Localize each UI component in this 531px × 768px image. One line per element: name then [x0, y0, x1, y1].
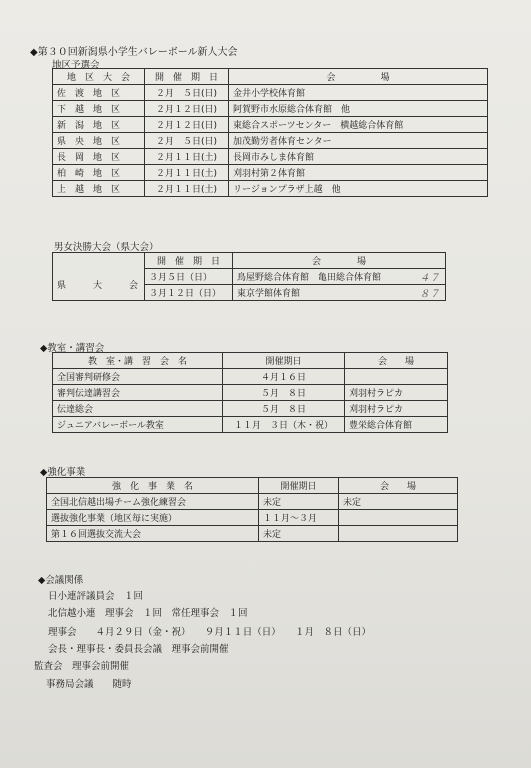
table-row	[53, 401, 448, 417]
table-cell: ２月１２日(日)	[145, 117, 229, 133]
table-cell: 県 央 地 区	[53, 133, 145, 149]
handwritten-note: ４７	[416, 269, 446, 285]
header-cell: 教 室・講 習 会 名	[53, 353, 223, 369]
table-cell: 長岡市みしま体育館	[229, 149, 488, 165]
header-cell: 会 場	[233, 253, 446, 269]
training-table	[46, 477, 458, 542]
table-cell: ２月 ５日(日)	[145, 133, 229, 149]
table-row	[53, 181, 488, 197]
table-cell: １１月～３月	[259, 510, 339, 526]
table-row	[53, 117, 488, 133]
table-cell: 未定	[259, 494, 339, 510]
meeting-line: 監査会 理事会前開催	[34, 661, 130, 672]
table-row	[53, 269, 446, 285]
table-row	[53, 385, 448, 401]
table-cell: 刈羽村第２体育館	[229, 165, 488, 181]
header-cell: 開 催 期 日	[145, 253, 233, 269]
table-row	[53, 417, 448, 433]
table-cell: ５月 ８日	[223, 385, 345, 401]
table-cell: ３月１２日（日）	[145, 285, 233, 301]
table-cell	[345, 369, 448, 385]
meeting-line: 日小連評議員会 １回	[48, 591, 144, 602]
header-cell: 強 化 事 業 名	[47, 478, 259, 494]
table-cell: 上 越 地 区	[53, 181, 145, 197]
table-header-row	[47, 478, 458, 494]
meetings-label: ◆会議関係	[38, 575, 84, 586]
classes-label: ◆教室・講習会	[40, 343, 105, 354]
table-row	[47, 494, 458, 510]
table-row	[53, 101, 488, 117]
table-cell: ２月１１日(土)	[145, 149, 229, 165]
table-header-row	[53, 69, 488, 85]
table-row	[53, 369, 448, 385]
table-cell: 全国審判研修会	[53, 369, 223, 385]
table-cell	[53, 253, 145, 269]
table-header-row	[53, 253, 446, 269]
final-table	[52, 252, 446, 301]
meeting-line: 会長・理事長・委員長会議 理事会前開催	[48, 644, 229, 655]
classes-table	[52, 352, 448, 433]
table-cell	[339, 526, 458, 542]
table-cell: 未定	[259, 526, 339, 542]
table-cell: 阿賀野市水原総合体育館 他	[229, 101, 488, 117]
table-cell: 新 潟 地 区	[53, 117, 145, 133]
table-cell: 豊栄総合体育館	[345, 417, 448, 433]
table-row	[53, 85, 488, 101]
training-label: ◆強化事業	[40, 467, 86, 478]
table-cell: 金井小学校体育館	[229, 85, 488, 101]
table-cell: ４月１６日	[223, 369, 345, 385]
table-header-row	[53, 353, 448, 369]
table-cell: 県 大 会	[53, 269, 145, 301]
table-cell: ３月５日（日）	[145, 269, 233, 285]
meeting-line: 事務局会議 随時	[46, 679, 132, 690]
table-cell: 第１６回選抜交流大会	[47, 526, 259, 542]
table-cell: 柏 崎 地 区	[53, 165, 145, 181]
header-cell: 開 催 期 日	[145, 69, 229, 85]
final-label: 男女決勝大会（県大会）	[54, 242, 159, 253]
table-row	[53, 165, 488, 181]
table-cell: 佐 渡 地 区	[53, 85, 145, 101]
table-cell: 下 越 地 区	[53, 101, 145, 117]
table-cell: 長 岡 地 区	[53, 149, 145, 165]
header-cell: 開催期日	[259, 478, 339, 494]
district-table	[52, 68, 488, 197]
table-row	[53, 149, 488, 165]
table-cell: リージョンプラザ上越 他	[229, 181, 488, 197]
table-cell	[339, 510, 458, 526]
table-row	[47, 510, 458, 526]
header-cell: 会 場	[345, 353, 448, 369]
table-cell: 全国北信越出場チーム強化練習会	[47, 494, 259, 510]
header-cell: 地 区 大 会	[53, 69, 145, 85]
table-cell: 伝達総会	[53, 401, 223, 417]
meeting-line: 理事会 ４月２９日（金・祝） ９月１１日（日） １月 ８日（日）	[48, 627, 372, 638]
table-cell: 東京学館体育館	[233, 285, 416, 301]
table-cell: 選抜強化事業（地区毎に実施）	[47, 510, 259, 526]
table-cell: 東総合スポーツセンター 横越総合体育館	[229, 117, 488, 133]
header-cell: 会 場	[339, 478, 458, 494]
table-cell: 加茂勤労者体育センター	[229, 133, 488, 149]
table-row	[47, 526, 458, 542]
document-title: ◆第３０回新潟県小学生バレーボール新人大会	[30, 47, 238, 58]
table-cell: ２月１１日(土)	[145, 181, 229, 197]
district-label: 地区予選会	[52, 60, 100, 71]
table-cell: ２月１１日(土)	[145, 165, 229, 181]
table-cell: 未定	[339, 494, 458, 510]
table-cell: 刈羽村ラピカ	[345, 401, 448, 417]
table-cell: ジュニアバレーボール教室	[53, 417, 223, 433]
table-cell: 刈羽村ラピカ	[345, 385, 448, 401]
table-cell: 審判伝達講習会	[53, 385, 223, 401]
table-cell: 鳥屋野総合体育館 亀田総合体育館	[233, 269, 416, 285]
header-cell: 会 場	[229, 69, 488, 85]
handwritten-note: ８７	[416, 285, 446, 301]
meeting-line: 北信越小連 理事会 １回 常任理事会 １回	[48, 608, 248, 619]
table-cell: ２月 ５日(日)	[145, 85, 229, 101]
table-cell: ２月１２日(日)	[145, 101, 229, 117]
table-row	[53, 133, 488, 149]
header-cell: 開催期日	[223, 353, 345, 369]
table-cell: ５月 ８日	[223, 401, 345, 417]
table-cell: １１月 ３日（木・祝）	[223, 417, 345, 433]
